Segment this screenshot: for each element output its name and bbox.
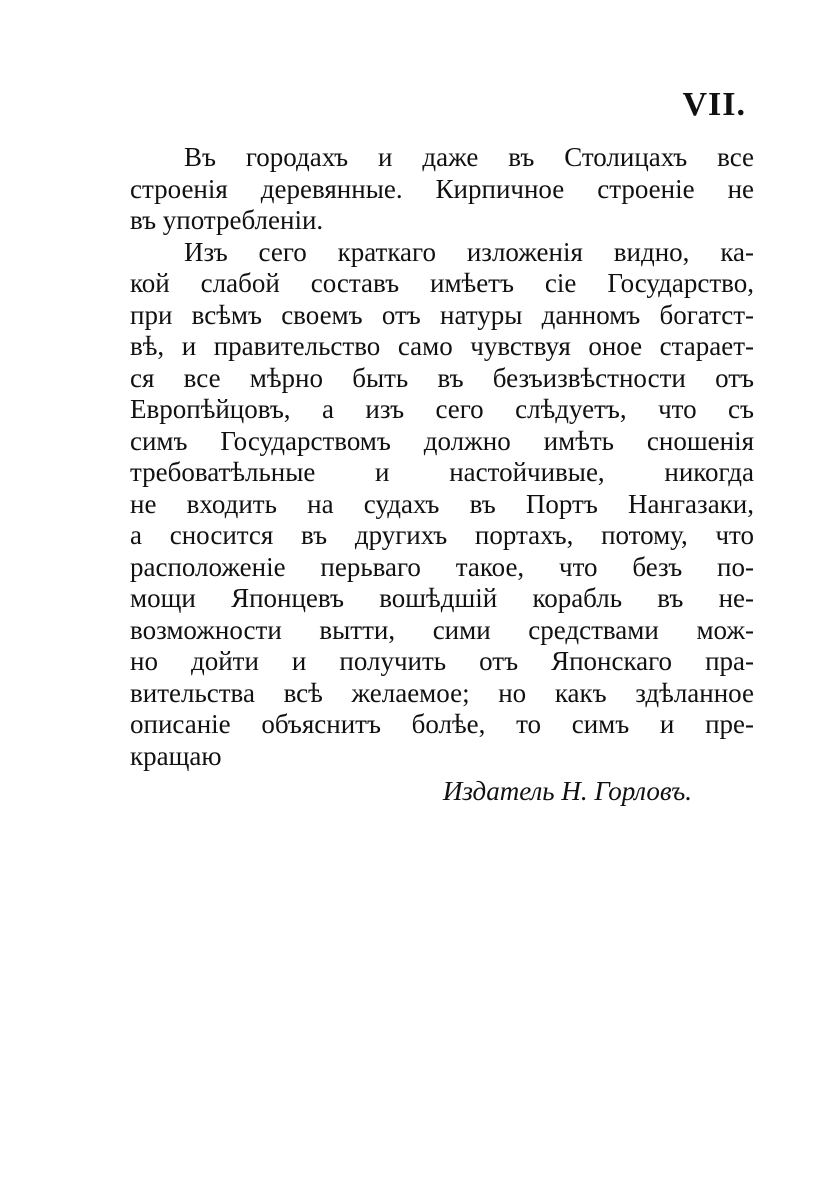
text-line: мощи Японцевъ вошѣдшій корабль въ не- xyxy=(130,583,754,613)
text-line: ся все мѣрно быть въ безъизвѣстности отъ xyxy=(130,362,754,393)
text-line: Изъ сего краткаго изложенія видно, ка- xyxy=(184,236,754,267)
text-line: возможности вытти, сими средствами мож- xyxy=(130,614,754,645)
text-line: требоватѣльные и настойчивые, никогда xyxy=(130,457,754,487)
text-line: при всѣмъ своемъ отъ натуры данномъ богатст- xyxy=(130,299,754,330)
text-line: Въ городахъ и даже въ Столицахъ все xyxy=(184,142,754,172)
text-line: но дойти и получить отъ Японскаго пра- xyxy=(130,646,754,676)
text-line: вѣ, и правительство само чувствуя оное старает- xyxy=(130,331,754,361)
text-line: а сносится въ другихъ портахъ, потому, что xyxy=(130,520,754,550)
text-line: расположеніе перьваго такое, что безъ по- xyxy=(130,551,754,582)
text-line: въ употребленіи. xyxy=(130,205,324,235)
text-line: описаніе объяснитъ болѣе, то симъ и пре- xyxy=(130,709,754,739)
text-line: не входить на судахъ въ Портъ Нангазаки, xyxy=(130,488,754,519)
text-line: кращаю xyxy=(130,740,222,771)
text-line: симъ Государствомъ должно имѣть сношенія xyxy=(130,425,754,456)
publisher-signature: Издатель Н. Горловъ. xyxy=(442,776,692,806)
text-line: кой слабой составъ имѣетъ сіе Государство, xyxy=(130,268,754,298)
text-line: строенія деревянные. Кирпичное строеніе не xyxy=(130,173,754,204)
text-line: вительства всѣ желаемое; но какъ здѣланное xyxy=(130,677,754,708)
page-number: VII. xyxy=(682,86,746,123)
text-line: Европѣйцовъ, а изъ сего слѣдуетъ, что съ xyxy=(130,394,754,424)
body-text xyxy=(130,142,754,772)
